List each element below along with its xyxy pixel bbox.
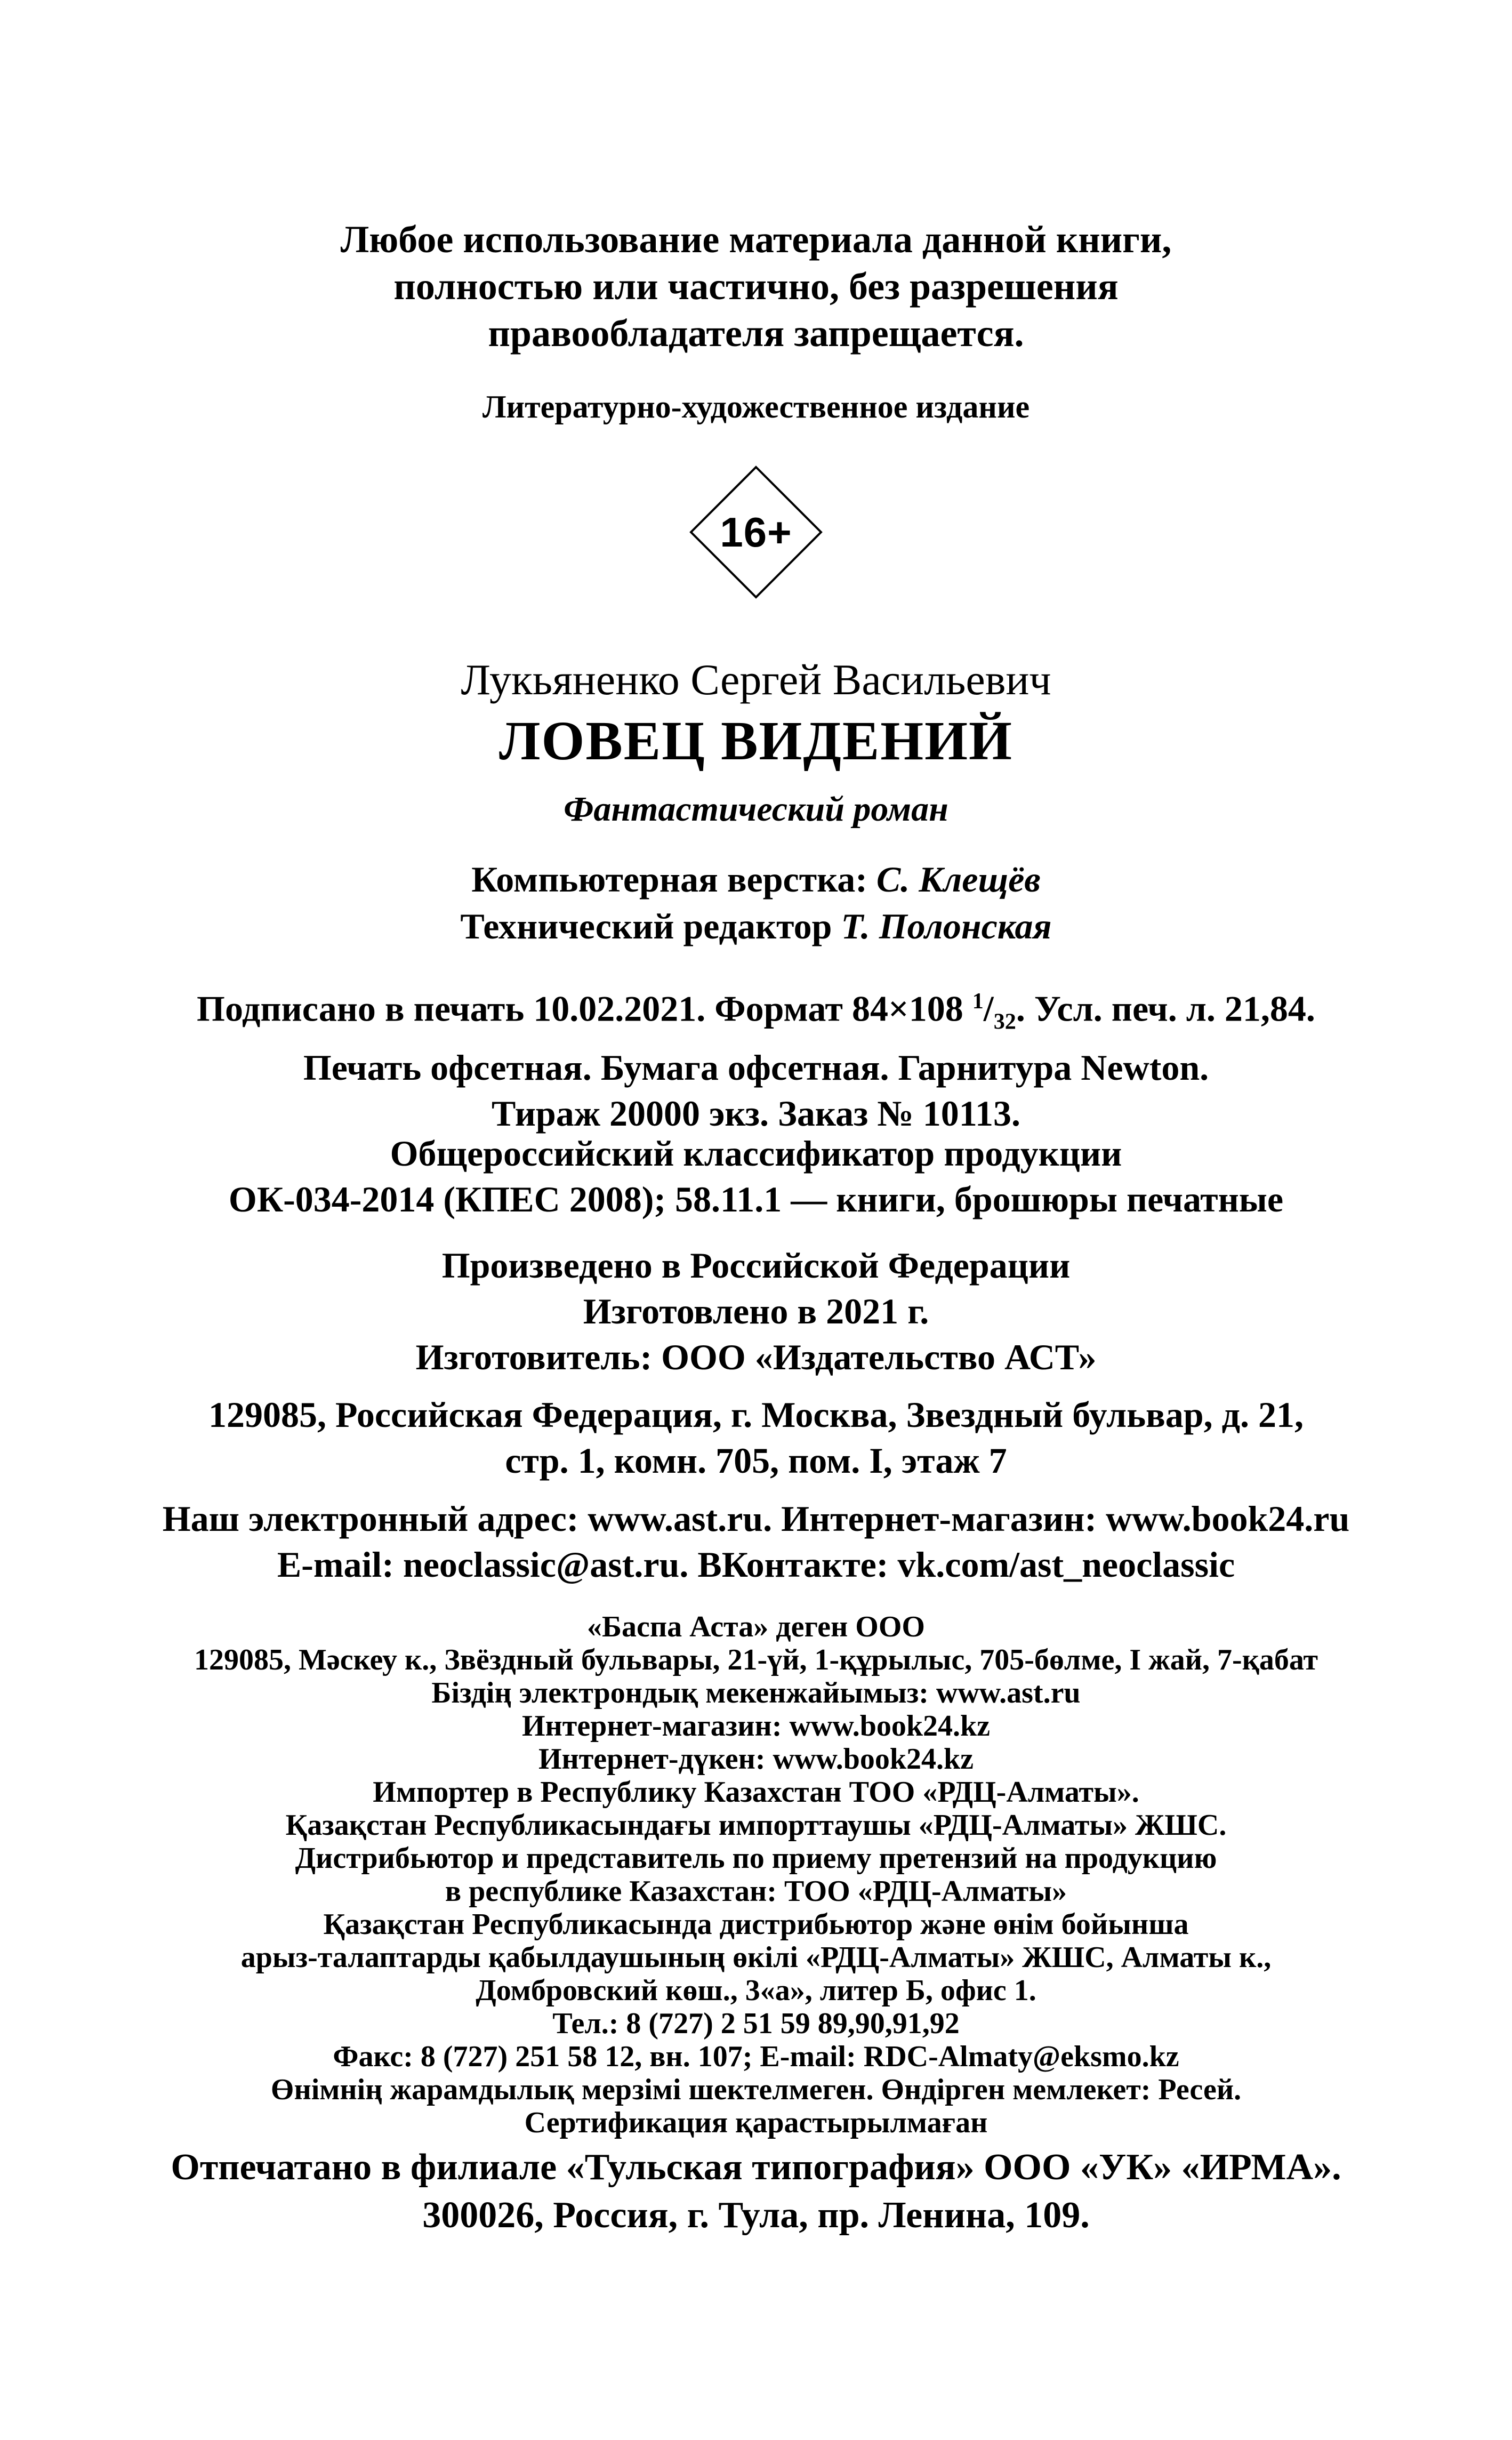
printer-line: 300026, Россия, г. Тула, пр. Ленина, 109. [422,2195,1090,2236]
production-line: Изготовлено в 2021 г. [583,1291,929,1331]
print-info [0,978,1512,1136]
format-fraction-numerator: 1 [972,989,984,1014]
book-title-text: ЛОВЕЦ ВИДЕНИЙ [499,710,1013,772]
mail-label: E-mail: [277,1544,394,1585]
author-name: Лукьяненко Сергей Васильевич [461,655,1051,704]
kz-line: 129085, Мәскеу к., Звёздный бульвары, 21-үй, 1-құрылыс, 705-бөлме, I жай, 7-қабат [194,1643,1318,1676]
age-rating-label: 16+ [720,508,792,556]
print-info-format: Подписано в печать 10.02.2021. Формат 84×108 [197,988,963,1029]
kz-line: Домбровский көш., 3«а», литер Б, офис 1. [476,1974,1036,2007]
kz-line: Интернет-магазин: www.book24.kz [521,1709,990,1743]
book-subtitle-text: Фантастический роман [564,790,948,829]
production-line: Изготовитель: ООО «Издательство АСТ» [415,1337,1097,1377]
publisher-contacts [0,1496,1512,1587]
age-rating-badge [689,465,823,599]
kz-line: Қазақстан Республикасындағы импорттаушы «РДЦ-Алматы» ЖШС. [285,1809,1227,1842]
kz-line: в республике Казахстан: ТОО «РДЦ-Алматы» [445,1875,1067,1908]
kazakhstan-distribution-info [0,1610,1512,2139]
print-info-line: Тираж 20000 экз. Заказ № 10113. [492,1093,1020,1134]
kz-line: Қазақстан Республикасында дистрибьютор және өнім бойынша [323,1908,1189,1941]
site-link[interactable]: www.ast.ru [588,1498,763,1539]
edition-type [0,386,1512,428]
layout-label: Компьютерная верстка: [471,859,867,900]
address-line: 129085, Российская Федерация, г. Москва, Звездный бульвар, д. 21, [208,1394,1304,1435]
format-fraction-denominator: 32 [993,1009,1016,1034]
staff-credits [0,856,1512,950]
print-info-sheets: . Усл. печ. л. 21,84. [1016,988,1315,1029]
classifier-line: ОК-034-2014 (КПЕС 2008); 58.11.1 — книги, брошюры печатные [228,1179,1284,1219]
book-title [0,709,1512,773]
contacts-line-web [0,1496,1512,1542]
production-line: Произведено в Российской Федерации [441,1245,1071,1286]
print-info-line: Подписано в печать 10.02.2021. Формат 84×108 $^1/_{32}$. Усл. печ. л. 21,84. [197,988,1315,1034]
vk-label: . ВКонтакте: [679,1544,889,1585]
address-line: стр. 1, комн. 705, пом. I, этаж 7 [505,1440,1007,1481]
shop-link[interactable]: www.book24.ru [1106,1498,1350,1539]
product-classifier [0,1130,1512,1222]
mail-link[interactable]: neoclassic@ast.ru [403,1544,680,1585]
editor-label: Технический редактор [460,906,832,946]
kz-line: Факс: 8 (727) 251 58 12, вн. 107; E-mail: RDC-Almaty@eksmo.kz [333,2040,1179,2073]
printer-info [0,2144,1512,2240]
print-info-line: Печать офсетная. Бумага офсетная. Гарнитура Newton. [303,1047,1209,1088]
copyright-notice [0,216,1512,357]
copyright-line: полностью или частично, без разрешения [393,265,1119,308]
layout-name: С. Клещёв [876,859,1041,900]
kz-line: Өнімнің жарамдылық мерзімі шектелмеген. Өндірген мемлекет: Ресей. [270,2073,1242,2106]
copyright-line: правообладателя запрещается. [488,312,1024,355]
publisher-address [0,1392,1512,1483]
kz-line: Интернет-дүкен: www.book24.kz [538,1743,974,1776]
production-info [0,1242,1512,1380]
kz-line: арыз-талаптарды қабылдаушының өкілі «РДЦ-Алматы» ЖШС, Алматы к., [240,1941,1272,1974]
edition-type-text: Литературно-художественное издание [482,389,1030,424]
printer-line: Отпечатано в филиале «Тульская типография» ООО «УК» «ИРМА». [171,2147,1341,2188]
kz-line: Сертификация қарастырылмаған [524,2106,988,2139]
contacts-line-mail [0,1542,1512,1587]
vk-link[interactable]: vk.com/ast_neoclassic [897,1544,1235,1585]
kz-line: Тел.: 8 (727) 2 51 59 89,90,91,92 [552,2007,960,2040]
kz-line: «Баспа Аста» деген ООО [587,1610,925,1643]
email-address-label: Наш электронный адрес: [162,1498,579,1539]
book-subtitle [0,786,1512,832]
author [0,653,1512,707]
editor-credit [0,903,1512,950]
shop-label: . Интернет-магазин: [763,1498,1097,1539]
kz-line: Біздің электрондық мекенжайымыз: www.ast.ru [431,1676,1081,1709]
copyright-line: Любое использование материала данной книги, [340,218,1172,261]
classifier-line: Общероссийский классификатор продукции [390,1133,1122,1174]
kz-line: Импортер в Республику Казахстан ТОО «РДЦ-Алматы». [373,1776,1139,1809]
editor-name: Т. Полонская [841,906,1052,946]
kz-line: Дистрибьютор и представитель по приему претензий на продукцию [295,1842,1217,1875]
layout-credit [0,856,1512,903]
